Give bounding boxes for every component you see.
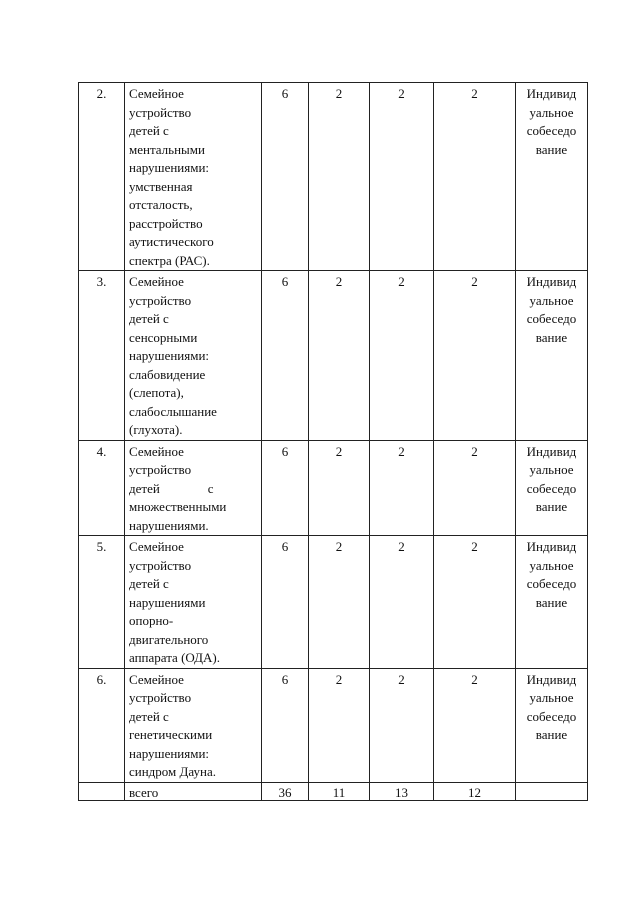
row-col3-hours: 2 xyxy=(434,440,516,536)
row-col1-hours: 2 xyxy=(309,440,370,536)
row-col1-hours: 2 xyxy=(309,271,370,441)
row-control-form: Индивид уальное собеседо вание xyxy=(516,271,588,441)
row-col2-hours: 2 xyxy=(370,440,434,536)
row-topic: Семейное устройство детей с нарушениями опорно- двигательного аппарата (ОДА). xyxy=(125,536,262,669)
row-control-form: Индивид уальное собеседо вание xyxy=(516,536,588,669)
row-total-hours: 6 xyxy=(262,668,309,782)
topic-line: устройство xyxy=(129,462,192,477)
row-col3-hours: 2 xyxy=(434,536,516,669)
row-col2-hours: 2 xyxy=(370,271,434,441)
row-topic: Семейное устройство детей с ментальными нарушениями: умственная отсталость, расстройство аутистического спектра (РАС). xyxy=(125,83,262,271)
row-control-form: Индивид уальное собеседо вание xyxy=(516,440,588,536)
totals-label: всего xyxy=(125,782,262,800)
row-topic: Семейное устройство детей с сенсорными нарушениями: слабовидение (слепота), слабослышание (глухота). xyxy=(125,271,262,441)
row-col1-hours: 2 xyxy=(309,668,370,782)
topic-line: множественными xyxy=(129,499,227,514)
row-total-hours: 6 xyxy=(262,83,309,271)
table-row xyxy=(79,83,588,271)
row-number: 3. xyxy=(79,271,125,441)
row-col2-hours: 2 xyxy=(370,83,434,271)
topic-word: с xyxy=(207,480,214,496)
topic-word: детей xyxy=(129,480,160,496)
table-row xyxy=(79,440,588,536)
row-col1-hours: 2 xyxy=(309,536,370,669)
row-col1-hours: 2 xyxy=(309,83,370,271)
curriculum-table xyxy=(78,82,588,801)
row-col3-hours: 2 xyxy=(434,668,516,782)
totals-form-cell xyxy=(516,782,588,800)
totals-col2-hours: 13 xyxy=(370,782,434,800)
totals-number-cell xyxy=(79,782,125,800)
row-number: 4. xyxy=(79,440,125,536)
totals-col1-hours: 11 xyxy=(309,782,370,800)
row-col3-hours: 2 xyxy=(434,83,516,271)
table-row xyxy=(79,668,588,782)
row-topic: Семейное устройство детей с генетическими нарушениями: синдром Дауна. xyxy=(125,668,262,782)
totals-row xyxy=(79,782,588,800)
topic-line xyxy=(129,480,257,499)
topic-line: нарушениями. xyxy=(129,517,209,533)
row-col3-hours: 2 xyxy=(434,271,516,441)
table-row xyxy=(79,536,588,669)
row-control-form: Индивид уальное собеседо вание xyxy=(516,668,588,782)
row-number: 2. xyxy=(79,83,125,271)
topic-line: Семейное xyxy=(129,443,184,459)
totals-col3-hours: 12 xyxy=(434,782,516,800)
row-col2-hours: 2 xyxy=(370,668,434,782)
row-topic xyxy=(125,440,262,536)
table-row xyxy=(79,271,588,441)
row-number: 6. xyxy=(79,668,125,782)
row-total-hours: 6 xyxy=(262,440,309,536)
row-total-hours: 6 xyxy=(262,536,309,669)
row-total-hours: 6 xyxy=(262,271,309,441)
row-number: 5. xyxy=(79,536,125,669)
row-control-form: Индивид уальное собеседо вание xyxy=(516,83,588,271)
row-col2-hours: 2 xyxy=(370,536,434,669)
totals-total-hours: 36 xyxy=(262,782,309,800)
